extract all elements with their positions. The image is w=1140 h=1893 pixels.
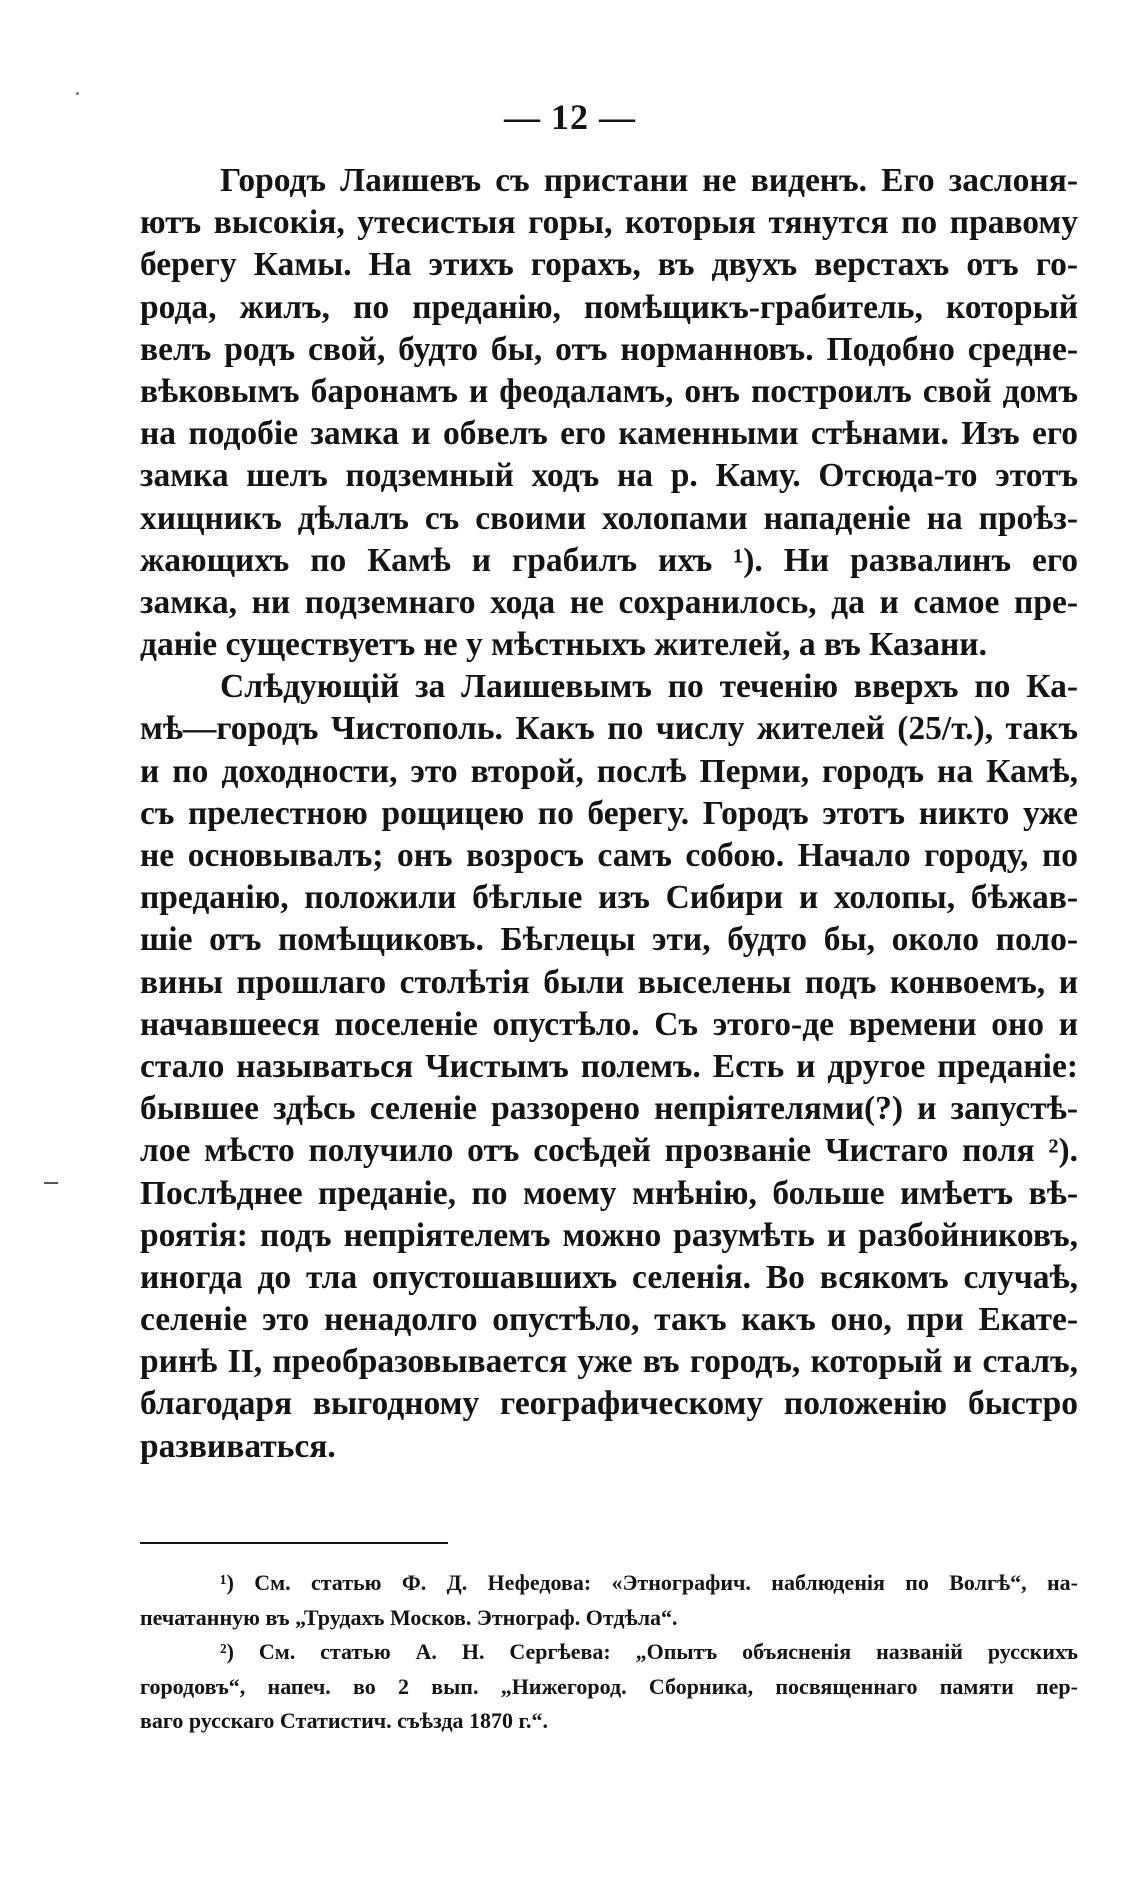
body-line: Слѣдующій за Лаишевымъ по теченію вверхъ по Ка- [220, 668, 1078, 706]
body-line: велъ родъ свой, будто бы, отъ норманновъ. Подобно средне- [140, 330, 1078, 368]
body-line: замка шелъ подземный ходъ на р. Каму. Отсюда-то этотъ [140, 457, 1078, 495]
footnote-line: ваго русскаго Статистич. съѣзда 1870 г.“. [140, 1708, 549, 1733]
page-number: — 12 — [504, 97, 636, 137]
body-line: благодаря выгодному географическому положенію быстро [140, 1385, 1078, 1423]
body-line: берегу Камы. На этихъ горахъ, въ двухъ верстахъ отъ го- [140, 246, 1078, 284]
body-text [140, 160, 1078, 1468]
body-line: лое мѣсто получило отъ сосѣдей прозваніе Чистаго поля ²). [140, 1132, 1078, 1170]
scan-speck [76, 92, 79, 95]
body-line: вины прошлаго столѣтія были выселены подъ конвоемъ, и [140, 963, 1078, 1001]
body-line: преданію, положили бѣглые изъ Сибири и холопы, бѣжав- [140, 879, 1078, 917]
body-line: рода, жилъ, по преданію, помѣщикъ-грабитель, который [140, 288, 1078, 326]
footnote-line: городовъ“, напеч. во 2 вып. „Нижегород. Сборника, посвященнаго памяти пер- [140, 1673, 1078, 1699]
body-line: на подобіе замка и обвелъ его каменными стѣнами. Изъ его [140, 415, 1078, 453]
body-line: хищникъ дѣлалъ съ своими холопами нападеніе на проѣз- [140, 499, 1078, 537]
body-line: роятія: подъ непріятелемъ можно разумѣть и разбойниковъ, [140, 1216, 1078, 1254]
body-line: бывшее здѣсь селеніе раззорено непріятелями(?) и запустѣ- [140, 1090, 1078, 1128]
body-line: мѣ—городъ Чистополь. Какъ по числу жителей (25/т.), такъ [140, 710, 1078, 748]
body-line: даніе существуетъ не у мѣстныхъ жителей, а въ Казани. [140, 626, 987, 664]
footnote-line: ¹) См. статью Ф. Д. Нефедова: «Этнографич. наблюденія по Волгѣ“, на- [220, 1570, 1078, 1595]
footnotes [140, 1566, 1078, 1739]
footnote-separator [140, 1542, 448, 1544]
footnote-line: ²) См. статью А. Н. Сергѣева: „Опытъ объясненія названій русскихъ [220, 1639, 1078, 1664]
body-line: ринѣ II, преобразовывается уже въ городъ, который и сталъ, [140, 1343, 1078, 1381]
body-line: селеніе это ненадолго опустѣло, такъ какъ оно, при Екате- [140, 1301, 1078, 1339]
margin-mark [44, 1182, 58, 1184]
body-line: развиваться. [140, 1427, 336, 1465]
body-line: стало называться Чистымъ полемъ. Есть и другое преданіе: [140, 1047, 1078, 1085]
body-line: Послѣднее преданіе, по моему мнѣнію, больше имѣетъ вѣ- [140, 1174, 1078, 1212]
footnote-line: печатанную въ „Трудахъ Москов. Этнограф. Отдѣла“. [140, 1604, 678, 1630]
body-line: и по доходности, это второй, послѣ Перми, городъ на Камѣ, [140, 752, 1078, 790]
body-line: шіе отъ помѣщиковъ. Бѣглецы эти, будто бы, около поло- [140, 921, 1078, 959]
body-line: замка, ни подземнаго хода не сохранилось, да и самое пре- [140, 583, 1078, 621]
body-line: вѣковымъ баронамъ и феодаламъ, онъ построилъ свой домъ [140, 372, 1078, 410]
body-line: ютъ высокія, утесистыя горы, которыя тянутся по правому [140, 204, 1078, 242]
body-line: Городъ Лаишевъ съ пристани не виденъ. Его заслоня- [220, 162, 1078, 199]
body-line: не основывалъ; онъ возросъ самъ собою. Начало городу, по [140, 837, 1078, 874]
body-line: жающихъ по Камѣ и грабилъ ихъ ¹). Ни развалинъ его [140, 541, 1078, 579]
body-line: иногда до тла опустошавшихъ селенія. Во всякомъ случаѣ, [140, 1258, 1078, 1296]
body-line: съ прелестною рощицею по берегу. Городъ этотъ никто уже [140, 794, 1078, 832]
body-line: начавшееся поселеніе опустѣло. Съ этого-де времени оно и [140, 1005, 1078, 1043]
